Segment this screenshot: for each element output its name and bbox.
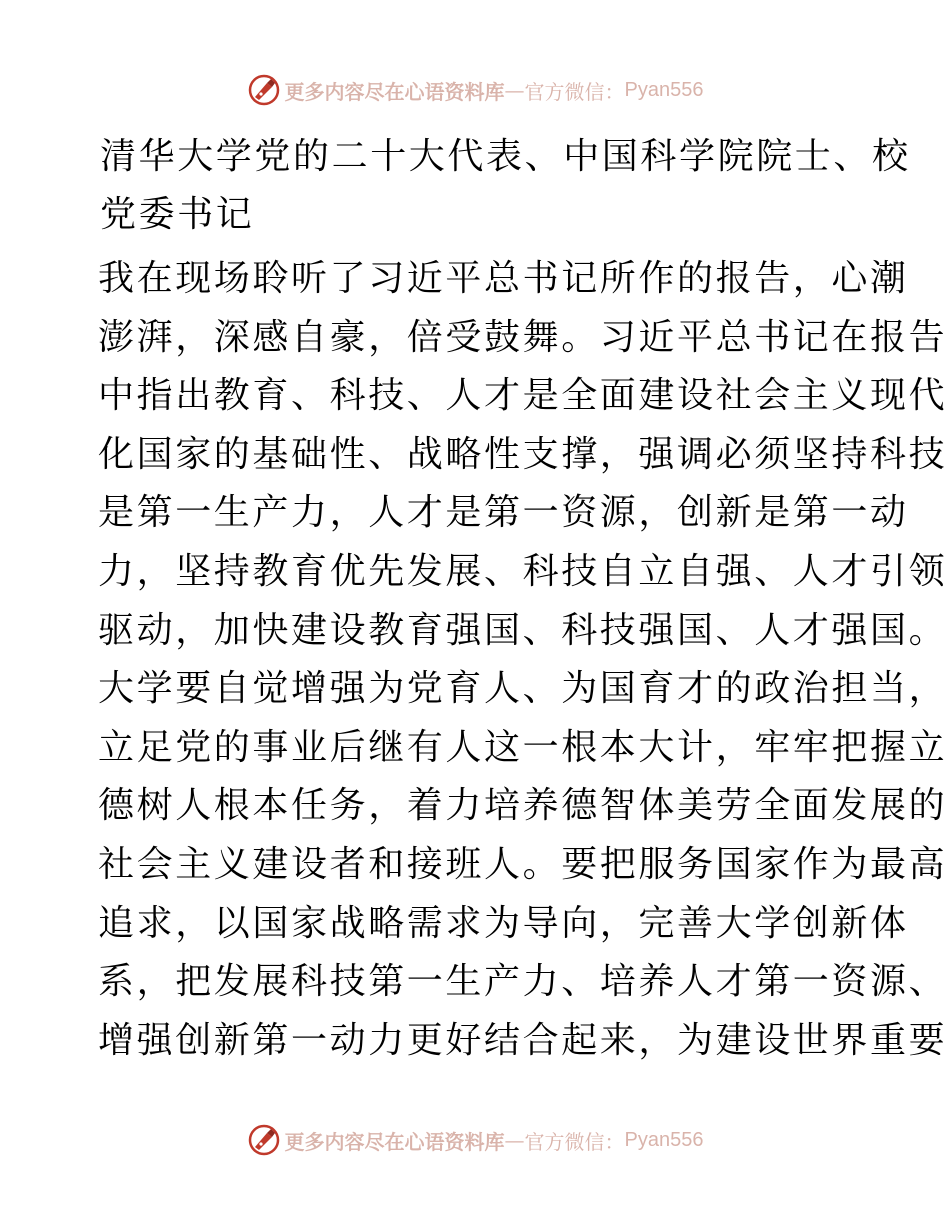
watermark-wechat-id: Pyan556 [624, 1128, 704, 1151]
watermark-wechat-id: Pyan556 [624, 78, 704, 101]
title-line: 清华大学党的二十大代表、中国科学院院士、校 [100, 136, 911, 177]
document-body [98, 250, 948, 1070]
body-line: 驱动，加快建设教育强国、科技强国、人才强国。 [98, 609, 948, 651]
header-watermark [0, 70, 950, 110]
body-line: 澎湃，深感自豪，倍受鼓舞。习近平总书记在报告 [98, 316, 948, 358]
body-line: 德树人根本任务，着力培养德智体美劳全面发展的 [98, 785, 948, 827]
body-line: 社会主义建设者和接班人。要把服务国家作为最高 [98, 843, 948, 885]
watermark-text: 更多内容尽在心语资料库 [284, 1129, 505, 1154]
body-line: 力，坚持教育优先发展、科技自立自强、人才引领 [98, 550, 948, 592]
footer-watermark [0, 1120, 950, 1160]
body-line: 是第一生产力，人才是第一资源，创新是第一动 [98, 492, 909, 534]
body-line: 大学要自觉增强为党育人、为国育才的政治担当， [98, 668, 948, 710]
watermark-text: 更多内容尽在心语资料库 [284, 79, 505, 104]
title-line: 党委书记 [100, 194, 255, 235]
body-line: 化国家的基础性、战略性支撑，强调必须坚持科技 [98, 433, 948, 475]
watermark-separator: — [504, 1128, 525, 1152]
body-line: 追求，以国家战略需求为导向，完善大学创新体 [98, 902, 909, 944]
watermark-separator: — [504, 78, 525, 102]
body-line: 我在现场聆听了习近平总书记所作的报告，心潮 [98, 258, 909, 299]
pen-nib-circle-icon [247, 73, 281, 107]
pen-nib-circle-icon [247, 1123, 281, 1157]
body-line: 系，把发展科技第一生产力、培养人才第一资源、 [98, 961, 948, 1003]
watermark-official-label: 官方微信： [524, 1129, 625, 1154]
body-line: 中指出教育、科技、人才是全面建设社会主义现代 [98, 375, 948, 417]
watermark-official-label: 官方微信： [524, 79, 625, 104]
body-line: 立足党的事业后继有人这一根本大计，牢牢把握立 [98, 726, 948, 768]
body-line: 增强创新第一动力更好结合起来，为建设世界重要 [98, 1019, 948, 1061]
document-title [100, 128, 911, 244]
